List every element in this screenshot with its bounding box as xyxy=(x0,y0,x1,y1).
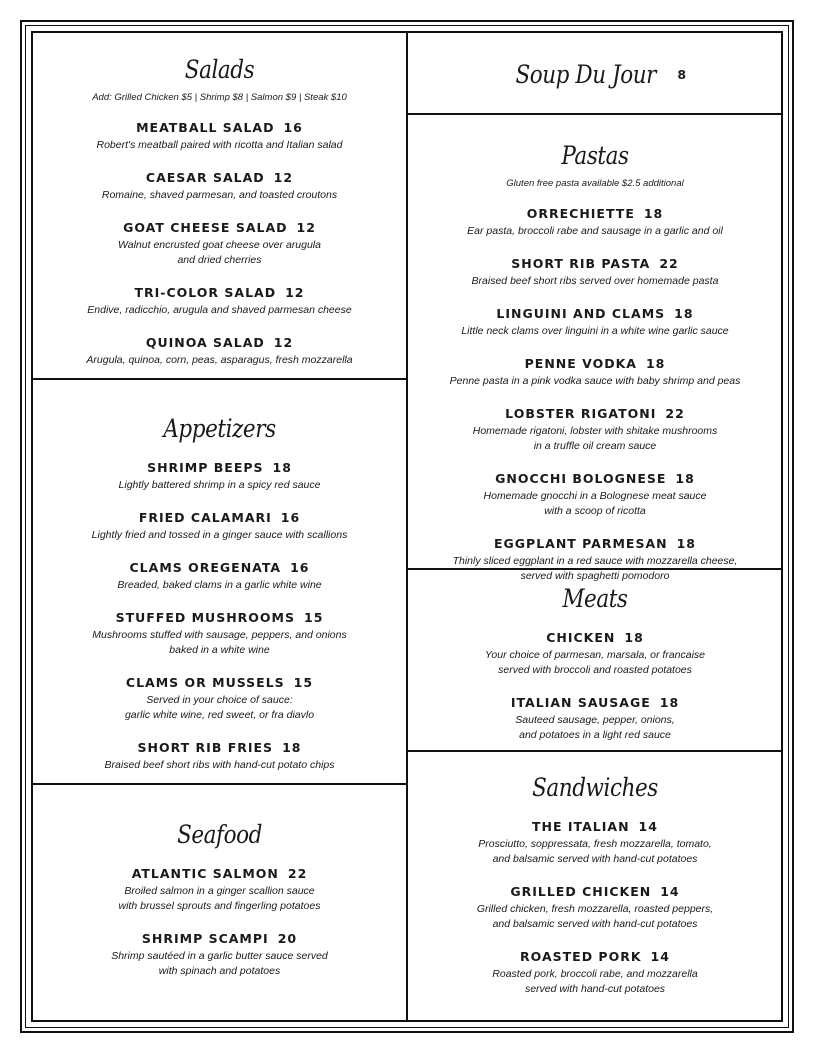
menu-item-price: 12 xyxy=(273,170,294,185)
menu-item-header xyxy=(408,256,782,271)
sandwiches-section xyxy=(408,773,782,997)
menu-item-description: Endive, radicchio, arugula and shaved parmesan cheese xyxy=(87,304,352,316)
menu-item-price: 14 xyxy=(638,819,658,834)
meats-section xyxy=(408,584,782,743)
menu-item-price: 12 xyxy=(296,220,316,235)
menu-item-header xyxy=(33,931,406,946)
menu-item-header xyxy=(33,740,406,755)
menu-item-header xyxy=(408,536,782,551)
menu-item xyxy=(408,819,782,867)
menu-item-header xyxy=(33,675,406,690)
menu-item-name: ITALIAN SAUSAGE xyxy=(510,695,651,710)
menu-item-price: 20 xyxy=(277,931,298,946)
menu-item-name: CLAMS OR MUSSELS xyxy=(125,675,285,690)
menu-item-name: MEATBALL SALAD xyxy=(136,120,275,135)
menu-item xyxy=(408,630,782,678)
menu-item-price: 16 xyxy=(290,560,310,575)
menu-item-description: Penne pasta in a pink vodka sauce with baby shrimp and peas xyxy=(449,375,741,387)
menu-item-price: 18 xyxy=(272,460,292,475)
soup-price: 8 xyxy=(677,67,687,82)
menu-item-price: 22 xyxy=(659,256,679,271)
menu-item xyxy=(33,120,406,153)
menu-item-name: ROASTED PORK xyxy=(520,949,642,964)
salads-section xyxy=(33,55,406,368)
meats-title: Meats xyxy=(562,584,628,613)
appetizers-title: Appetizers xyxy=(163,414,276,443)
menu-item-description: Braised beef short ribs with hand-cut potato chips xyxy=(104,759,335,771)
menu-item-price: 18 xyxy=(675,471,695,486)
menu-item-description: Robert's meatball paired with ricotta and Italian salad xyxy=(96,139,343,151)
menu-item-price: 18 xyxy=(624,630,644,645)
menu-item-description: Your choice of parmesan, marsala, or francaise served with broccoli and roasted potatoes xyxy=(484,649,706,676)
menu-item-price: 22 xyxy=(665,406,685,421)
menu-item-header xyxy=(408,884,782,899)
menu-item-header xyxy=(33,170,406,185)
menu-item-name: GNOCCHI BOLOGNESE xyxy=(495,471,667,486)
menu-item-description: Little neck clams over linguini in a white wine garlic sauce xyxy=(461,325,729,337)
menu-item-description: Broiled salmon in a ginger scallion sauce with brussel sprouts and fingerling potatoes xyxy=(118,885,321,912)
divider-salads-appetizers xyxy=(31,378,407,380)
divider-appetizers-seafood xyxy=(31,783,407,785)
menu-item-name: SHORT RIB FRIES xyxy=(137,740,274,755)
menu-item-header xyxy=(33,510,406,525)
menu-item-price: 22 xyxy=(287,866,308,881)
menu-item xyxy=(33,931,406,979)
menu-item-header xyxy=(408,356,782,371)
menu-item-header xyxy=(33,560,406,575)
menu-item-name: EGGPLANT PARMESAN xyxy=(493,536,668,551)
menu-item-name: THE ITALIAN xyxy=(532,819,630,834)
menu-item-name: LOBSTER RIGATONI xyxy=(505,406,657,421)
seafood-section xyxy=(33,820,406,979)
menu-item-description: Homemade rigatoni, lobster with shitake mushrooms in a truffle oil cream sauce xyxy=(472,425,718,452)
soup-section xyxy=(408,60,782,89)
menu-item xyxy=(33,510,406,543)
menu-item xyxy=(33,560,406,593)
menu-item-name: ATLANTIC SALMON xyxy=(131,866,279,881)
menu-item xyxy=(33,170,406,203)
salads-addons-note: Add: Grilled Chicken $5 | Shrimp $8 | Salmon $9 | Steak $10 xyxy=(92,92,347,103)
menu-item-header xyxy=(408,406,782,421)
menu-item-description: Walnut encrusted goat cheese over arugula and dried cherries xyxy=(118,239,321,266)
menu-item-description: Arugula, quinoa, corn, peas, asparagus, fresh mozzarella xyxy=(86,354,353,366)
menu-item-header xyxy=(33,335,406,350)
menu-item-name: ORRECHIETTE xyxy=(526,206,635,221)
menu-item xyxy=(408,884,782,932)
menu-item-name: SHRIMP SCAMPI xyxy=(141,931,269,946)
menu-item-name: CLAMS OREGENATA xyxy=(129,560,282,575)
menu-item-header xyxy=(408,949,782,964)
menu-item-description: Romaine, shaved parmesan, and toasted croutons xyxy=(101,189,338,201)
appetizers-items xyxy=(33,460,406,773)
menu-item-name: GRILLED CHICKEN xyxy=(510,884,652,899)
menu-item xyxy=(33,460,406,493)
menu-item xyxy=(33,335,406,368)
menu-item-name: TRI-COLOR SALAD xyxy=(134,285,277,300)
menu-item xyxy=(408,356,782,389)
pastas-title: Pastas xyxy=(561,141,629,170)
menu-item-name: STUFFED MUSHROOMS xyxy=(115,610,295,625)
menu-item-name: SHORT RIB PASTA xyxy=(511,256,651,271)
menu-item-description: Shrimp sautéed in a garlic butter sauce served with spinach and potatoes xyxy=(111,950,328,977)
menu-item-name: PENNE VODKA xyxy=(524,356,637,371)
menu-item-price: 18 xyxy=(676,536,697,551)
menu-item-price: 12 xyxy=(285,285,305,300)
menu-item xyxy=(33,220,406,268)
menu-item-header xyxy=(408,306,782,321)
menu-item-price: 15 xyxy=(304,610,324,625)
menu-item xyxy=(408,949,782,997)
menu-item-header xyxy=(408,471,782,486)
menu-item xyxy=(408,256,782,289)
menu-item-description: Lightly fried and tossed in a ginger sauce with scallions xyxy=(91,529,348,541)
pastas-section xyxy=(408,141,782,584)
divider-soup-pastas xyxy=(407,113,783,115)
menu-item xyxy=(33,610,406,658)
menu-item-description: Breaded, baked clams in a garlic white wine xyxy=(117,579,322,591)
menu-item-description: Lightly battered shrimp in a spicy red sauce xyxy=(118,479,321,491)
menu-item-description: Grilled chicken, fresh mozzarella, roasted peppers, and balsamic served with hand-cut potatoes xyxy=(476,903,714,930)
menu-item-header xyxy=(408,695,782,710)
menu-item-price: 18 xyxy=(659,695,680,710)
menu-item xyxy=(33,675,406,723)
menu-item-header xyxy=(33,610,406,625)
menu-item-price: 16 xyxy=(283,120,303,135)
menu-item-header xyxy=(408,630,782,645)
meats-items xyxy=(408,630,782,743)
appetizers-section xyxy=(33,414,406,773)
menu-item-price: 14 xyxy=(660,884,680,899)
menu-item-price: 14 xyxy=(650,949,670,964)
menu-item xyxy=(408,695,782,743)
menu-item xyxy=(33,740,406,773)
menu-item-description: Homemade gnocchi in a Bolognese meat sauce with a scoop of ricotta xyxy=(483,490,707,517)
menu-item-header xyxy=(33,220,406,235)
seafood-items xyxy=(33,866,406,979)
menu-item xyxy=(408,536,782,584)
sandwiches-title: Sandwiches xyxy=(532,773,658,802)
menu-item-name: FRIED CALAMARI xyxy=(138,510,272,525)
sandwiches-items xyxy=(408,819,782,997)
menu-item-name: CHICKEN xyxy=(546,630,616,645)
menu-item-header xyxy=(33,120,406,135)
menu-item xyxy=(408,306,782,339)
menu-item-description: Sauteed sausage, pepper, onions, and potatoes in a light red sauce xyxy=(515,714,675,741)
menu-item xyxy=(33,866,406,914)
menu-item-description: Served in your choice of sauce: garlic white wine, red sweet, or fra diavlo xyxy=(124,694,315,721)
menu-item-name: GOAT CHEESE SALAD xyxy=(123,220,288,235)
menu-item-name: SHRIMP BEEPS xyxy=(147,460,264,475)
pastas-items xyxy=(408,206,782,584)
menu-item xyxy=(408,406,782,454)
menu-item-header xyxy=(33,460,406,475)
menu-item xyxy=(33,285,406,318)
menu-item-header xyxy=(33,285,406,300)
menu-item-header xyxy=(408,819,782,834)
menu-item-price: 12 xyxy=(273,335,294,350)
menu-item xyxy=(408,471,782,519)
menu-item-description: Braised beef short ribs served over homemade pasta xyxy=(471,275,719,287)
salads-title: Salads xyxy=(184,55,255,84)
menu-item-price: 18 xyxy=(674,306,694,321)
menu-item-price: 18 xyxy=(282,740,302,755)
divider-meats-sandwiches xyxy=(407,750,783,752)
menu-item-price: 16 xyxy=(280,510,301,525)
menu-item-name: LINGUINI AND CLAMS xyxy=(496,306,666,321)
menu-item-description: Ear pasta, broccoli rabe and sausage in a garlic and oil xyxy=(467,225,723,237)
menu-item-name: CAESAR SALAD xyxy=(145,170,265,185)
soup-title: Soup Du Jour xyxy=(515,60,656,89)
menu-item xyxy=(408,206,782,239)
menu-item-price: 15 xyxy=(293,675,314,690)
menu-item-description: Prosciutto, soppressata, fresh mozzarella, tomato, and balsamic served with hand-cut potatoes xyxy=(478,838,712,865)
salads-items xyxy=(33,120,406,368)
menu-item-header xyxy=(33,866,406,881)
menu-item-description: Mushrooms stuffed with sausage, peppers, and onions baked in a white wine xyxy=(92,629,347,656)
menu-item-name: QUINOA SALAD xyxy=(145,335,265,350)
menu-item-price: 18 xyxy=(643,206,664,221)
menu-item-price: 18 xyxy=(645,356,666,371)
seafood-title: Seafood xyxy=(177,820,262,849)
pastas-gluten-note: Gluten free pasta available $2.5 additional xyxy=(506,178,684,189)
menu-item-header xyxy=(408,206,782,221)
menu-item-description: Roasted pork, broccoli rabe, and mozzarella served with hand-cut potatoes xyxy=(492,968,698,995)
menu-item-description: Thinly sliced eggplant in a red sauce with mozzarella cheese, served with spaghetti pomodoro xyxy=(452,555,738,582)
